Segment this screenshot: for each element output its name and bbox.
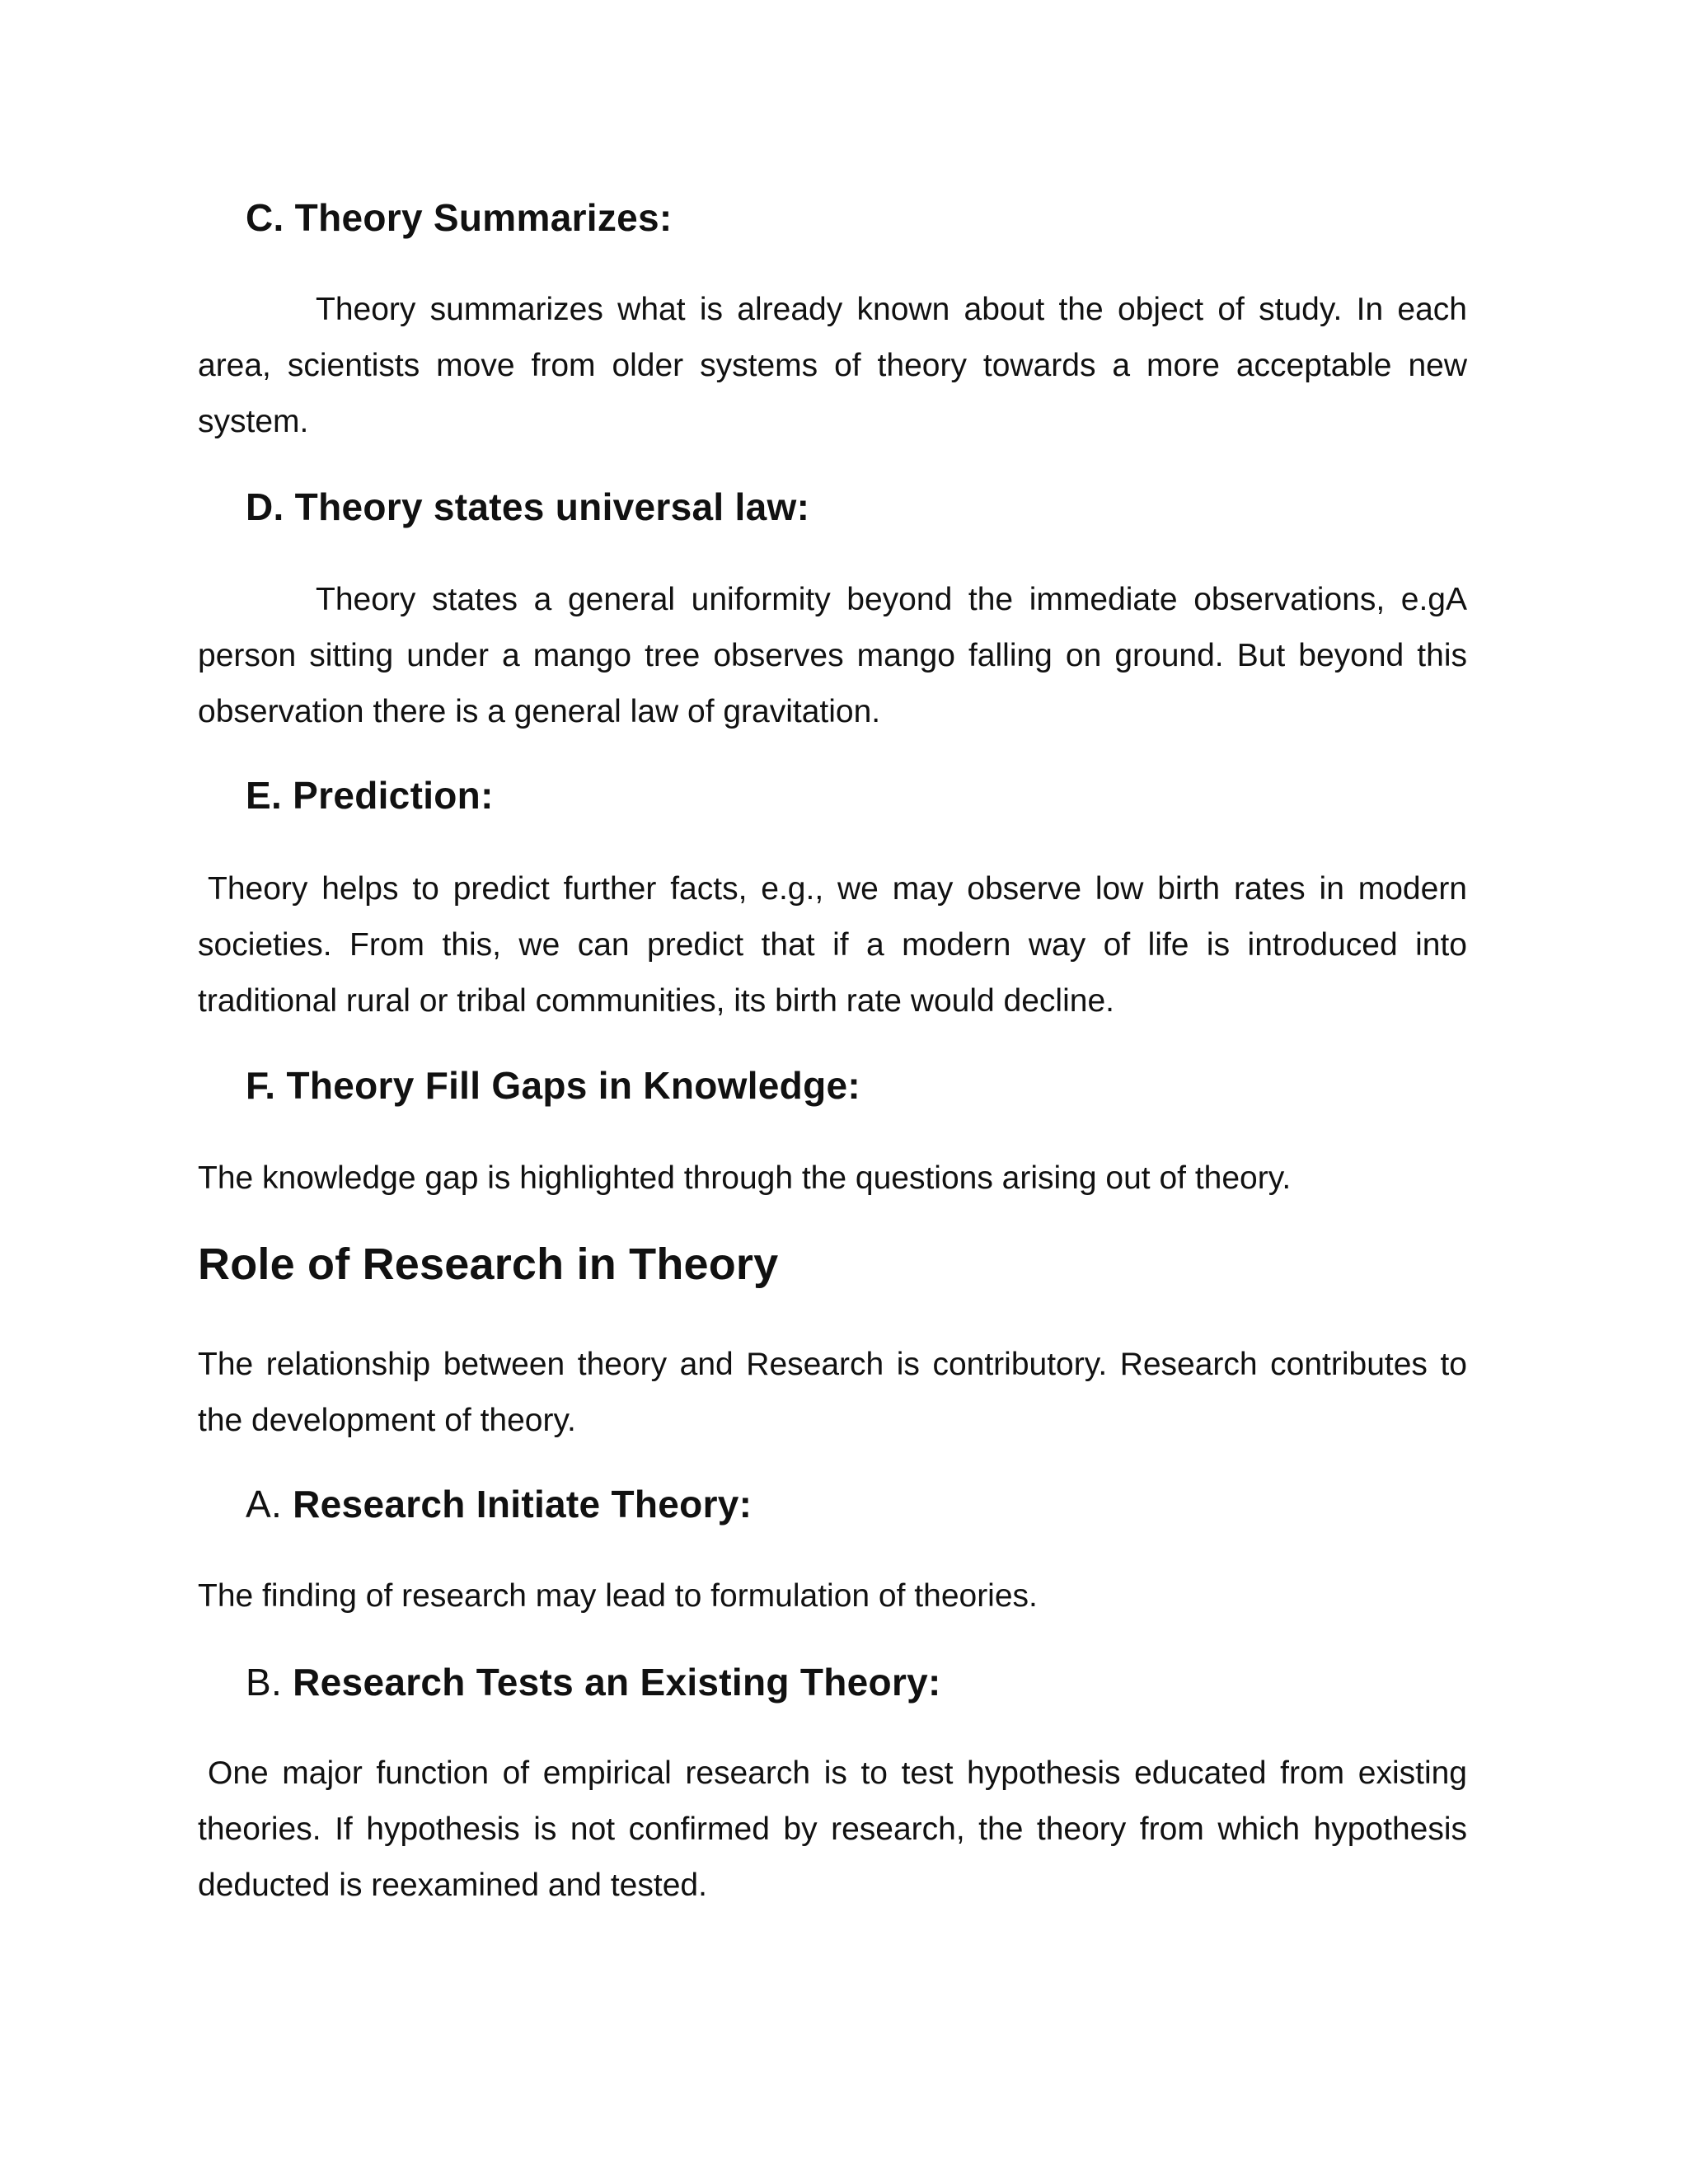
paragraph-fill-gaps: The knowledge gap is highlighted through the questions arising out of theory. <box>198 1160 1292 1196</box>
paragraph-research-tests-theory: One major function of empirical research is to test hypothesis educated from existing theories. If hypothesis is not confirmed by research, the theory from which hypothesis deducted is reexamined and tested. <box>198 1755 1467 1903</box>
heading-research-tests-theory <box>198 1659 1515 1705</box>
heading-research-initiate-theory <box>198 1481 1515 1527</box>
heading-theory-summarizes: C. Theory Summarizes: <box>246 196 673 239</box>
heading-title-b: Research Tests an Existing Theory: <box>293 1661 941 1704</box>
heading-letter-b: B. <box>246 1661 283 1704</box>
heading-prediction: E. Prediction: <box>246 774 494 817</box>
heading-title-a: Research Initiate Theory: <box>293 1483 753 1526</box>
heading-letter-a: A. <box>246 1483 283 1526</box>
paragraph-research-initiate-theory: The finding of research may lead to formulation of theories. <box>198 1578 1038 1614</box>
heading-universal-law: D. Theory states universal law: <box>246 485 810 528</box>
paragraph-universal-law: Theory states a general uniformity beyond the immediate observations, e.gA person sitting under a mango tree observes mango falling on ground. But beyond this observation there is a general law of gravitation. <box>198 582 1467 729</box>
paragraph-prediction: Theory helps to predict further facts, e.g., we may observe low birth rates in modern societies. From this, we can predict that if a modern way of life is introduced into traditional rural or tribal communities, its birth rate would decline. <box>198 871 1467 1019</box>
paragraph-role-intro: The relationship between theory and Research is contributory. Research contributes to the development of theory. <box>198 1347 1467 1438</box>
heading-role-of-research: Role of Research in Theory <box>198 1240 779 1289</box>
heading-fill-gaps: F. Theory Fill Gaps in Knowledge: <box>246 1064 860 1107</box>
paragraph-theory-summarizes: Theory summarizes what is already known about the object of study. In each area, scientists move from older systems of theory towards a more acceptable new system. <box>198 292 1467 439</box>
